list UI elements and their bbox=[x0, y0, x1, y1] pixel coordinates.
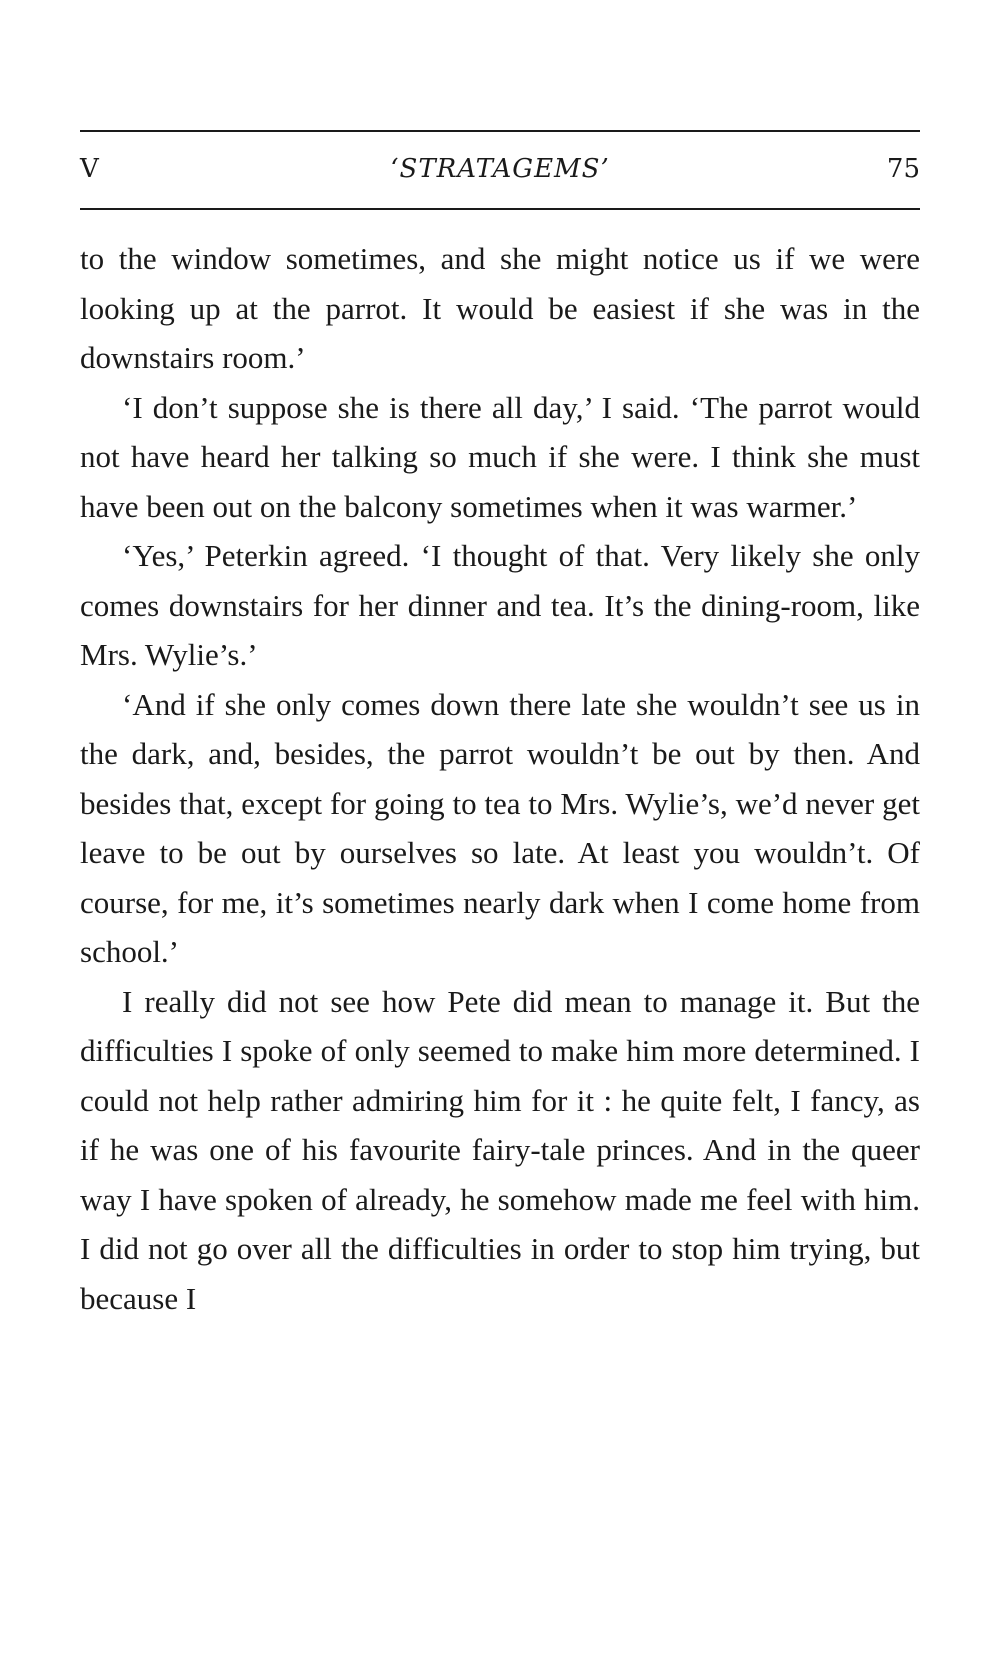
paragraph: ‘And if she only comes down there late she wouldn’t see us in the dark, and, besides, the parrot wouldn’t be out by then. And besides that, except for going to tea to Mrs. Wylie’s, we’d never get leave to be out by ourselves so late. At least you wouldn’t. Of course, for me, it’s sometimes nearly dark when I come home from school.’ bbox=[80, 686, 920, 969]
running-title: ‘STRATAGEMS’ bbox=[390, 154, 610, 184]
page-number: 75 bbox=[886, 154, 920, 184]
paragraph: ‘I don’t suppose she is there all day,’ I said. ‘The parrot would not have heard her talking so much if she were. I think she must have been out on the balcony sometimes when it was warmer.’ bbox=[80, 389, 920, 524]
header-rule-top bbox=[80, 130, 920, 132]
paragraph: to the window sometimes, and she might notice us if we were looking up at the parrot. It would be easiest if she was in the downstairs room.’ bbox=[80, 241, 920, 375]
body-text bbox=[80, 234, 920, 1323]
paragraph: ‘Yes,’ Peterkin agreed. ‘I thought of that. Very likely she only comes downstairs for her dinner and tea. It’s the dining-room, like Mrs. Wylie’s.’ bbox=[80, 538, 920, 672]
paragraph: I really did not see how Pete did mean to manage it. But the difficulties I spoke of only seemed to make him more determined. I could not help rather admiring him for it : he quite felt, I fancy, as if he was one of his favourite fairy-tale princes. And in the queer way I have spoken of already, he somehow made me feel with him. I did not go over all the difficulties in order to stop him trying, but because I bbox=[80, 983, 920, 1316]
header-rule-bottom bbox=[80, 208, 920, 210]
running-head bbox=[80, 154, 920, 184]
book-page bbox=[80, 130, 920, 1323]
section-number: V bbox=[80, 154, 99, 184]
